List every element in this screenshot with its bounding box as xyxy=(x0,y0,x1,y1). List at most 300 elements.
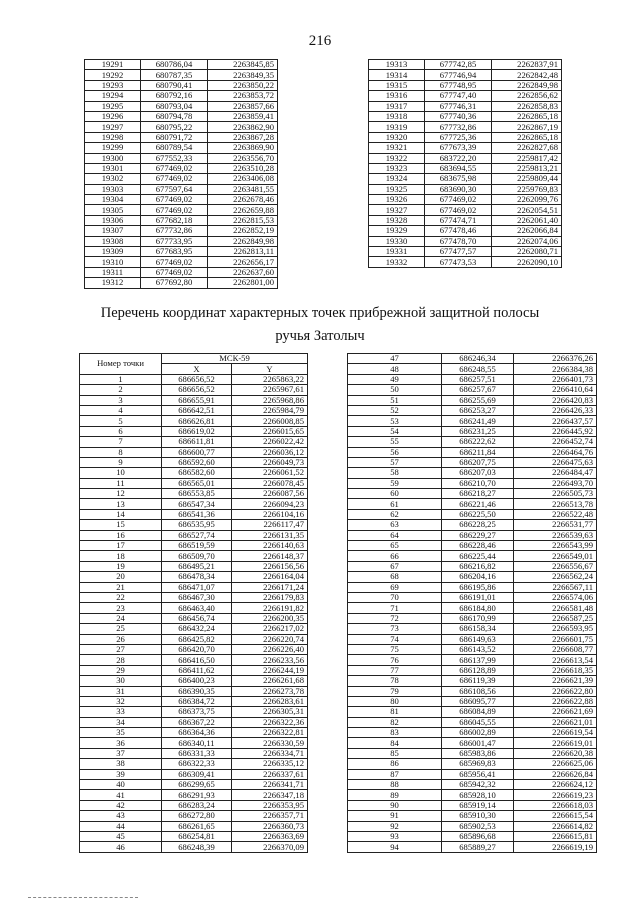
table-row xyxy=(369,80,562,90)
x-coordinate-cell: 686592,60 xyxy=(162,457,232,467)
y-coordinate-cell: 2266574,06 xyxy=(514,592,597,602)
y-coordinate-cell: 2266376,26 xyxy=(514,354,597,364)
point-number-cell: 37 xyxy=(80,748,162,758)
table-row xyxy=(348,831,597,841)
y-coordinate-cell: 2266401,73 xyxy=(514,374,597,384)
y-coordinate-cell: 2266334,71 xyxy=(232,748,308,758)
y-coordinate-cell: 2266078,45 xyxy=(232,478,308,488)
y-coordinate-cell: 2262865,18 xyxy=(492,111,562,121)
table-row xyxy=(80,385,308,395)
table-row xyxy=(348,572,597,582)
y-coordinate-cell: 2259813,21 xyxy=(492,163,562,173)
x-coordinate-cell: 686416,50 xyxy=(162,655,232,665)
point-number-cell: 41 xyxy=(80,790,162,800)
point-number-cell: 19318 xyxy=(369,111,425,121)
y-coordinate-cell: 2265967,61 xyxy=(232,385,308,395)
y-coordinate-cell: 2266426,33 xyxy=(514,405,597,415)
x-coordinate-cell: 686541,36 xyxy=(162,509,232,519)
y-coordinate-cell: 2262678,46 xyxy=(208,195,278,205)
x-coordinate-cell: 686246,34 xyxy=(442,354,514,364)
y-coordinate-cell: 2266493,70 xyxy=(514,478,597,488)
table-row xyxy=(348,665,597,675)
y-coordinate-cell: 2262061,40 xyxy=(492,215,562,225)
table-row xyxy=(85,247,278,257)
x-coordinate-cell: 686084,89 xyxy=(442,707,514,717)
table-row xyxy=(348,405,597,415)
point-number-cell: 19329 xyxy=(369,226,425,236)
x-coordinate-cell: 677478,70 xyxy=(425,236,492,246)
table-row xyxy=(348,696,597,706)
y-coordinate-cell: 2265968,86 xyxy=(232,395,308,405)
x-coordinate-cell: 686535,95 xyxy=(162,520,232,530)
point-number-cell: 19331 xyxy=(369,247,425,257)
x-coordinate-cell: 677748,95 xyxy=(425,80,492,90)
point-number-cell: 81 xyxy=(348,707,442,717)
x-coordinate-cell: 677682,18 xyxy=(141,215,208,225)
point-number-cell: 19327 xyxy=(369,205,425,215)
y-coordinate-cell: 2266625,06 xyxy=(514,759,597,769)
point-number-cell: 91 xyxy=(348,811,442,821)
table-row xyxy=(369,101,562,111)
table-row xyxy=(369,60,562,70)
table-row xyxy=(80,405,308,415)
point-number-cell: 60 xyxy=(348,489,442,499)
x-coordinate-cell: 677732,86 xyxy=(425,122,492,132)
x-coordinate-cell: 686257,67 xyxy=(442,385,514,395)
y-coordinate-cell: 2263849,35 xyxy=(208,70,278,80)
point-number-cell: 75 xyxy=(348,644,442,654)
x-coordinate-cell: 686225,44 xyxy=(442,551,514,561)
point-number-cell: 19320 xyxy=(369,132,425,142)
top-right-coordinates-table xyxy=(368,59,562,268)
point-number-cell: 52 xyxy=(348,405,442,415)
x-coordinate-cell: 686331,33 xyxy=(162,748,232,758)
table-row xyxy=(85,205,278,215)
x-coordinate-cell: 686228,46 xyxy=(442,541,514,551)
table-row xyxy=(80,717,308,727)
stream-coordinates-table-left xyxy=(79,353,308,853)
y-coordinate-cell: 2262066,84 xyxy=(492,226,562,236)
point-number-cell: 53 xyxy=(348,416,442,426)
y-coordinate-cell: 2262842,48 xyxy=(492,70,562,80)
y-coordinate-cell: 2266008,85 xyxy=(232,416,308,426)
page-number: 216 xyxy=(308,33,332,49)
table-row xyxy=(348,790,597,800)
x-coordinate-cell: 686527,74 xyxy=(162,530,232,540)
x-coordinate-cell: 680786,04 xyxy=(141,60,208,70)
table-row xyxy=(348,509,597,519)
point-number-cell: 2 xyxy=(80,385,162,395)
x-coordinate-cell: 686367,22 xyxy=(162,717,232,727)
y-coordinate-cell: 2266015,65 xyxy=(232,426,308,436)
x-coordinate-cell: 677473,53 xyxy=(425,257,492,267)
point-number-cell: 19324 xyxy=(369,174,425,184)
point-number-cell: 19294 xyxy=(85,91,141,101)
x-coordinate-cell: 677477,57 xyxy=(425,247,492,257)
table-row xyxy=(85,215,278,225)
y-coordinate-cell: 2266562,24 xyxy=(514,572,597,582)
table-row xyxy=(348,624,597,634)
table-row xyxy=(85,257,278,267)
table-row xyxy=(348,364,597,374)
x-coordinate-cell: 686216,82 xyxy=(442,561,514,571)
x-coordinate-cell: 686600,77 xyxy=(162,447,232,457)
x-coordinate-cell: 686553,85 xyxy=(162,489,232,499)
x-coordinate-cell: 686128,89 xyxy=(442,665,514,675)
table-row xyxy=(348,354,597,364)
footer-line xyxy=(28,897,138,898)
y-coordinate-cell: 2262074,06 xyxy=(492,236,562,246)
table-row xyxy=(348,780,597,790)
point-number-cell: 29 xyxy=(80,665,162,675)
table-row xyxy=(80,395,308,405)
table-row xyxy=(85,70,278,80)
y-coordinate-cell: 2265863,22 xyxy=(232,374,308,384)
x-coordinate-cell: 686420,70 xyxy=(162,644,232,654)
table-row xyxy=(348,603,597,613)
point-number-cell: 12 xyxy=(80,489,162,499)
x-coordinate-cell: 686432,24 xyxy=(162,624,232,634)
x-coordinate-cell: 686373,75 xyxy=(162,707,232,717)
x-coordinate-cell: 677469,02 xyxy=(141,267,208,277)
table-row xyxy=(80,374,308,384)
y-coordinate-cell: 2266615,54 xyxy=(514,811,597,821)
y-coordinate-cell: 2263857,66 xyxy=(208,101,278,111)
y-coordinate-cell: 2266522,48 xyxy=(514,509,597,519)
point-number-cell: 61 xyxy=(348,499,442,509)
table-row xyxy=(80,676,308,686)
y-coordinate-cell: 2266353,95 xyxy=(232,800,308,810)
y-coordinate-cell: 2266593,95 xyxy=(514,624,597,634)
x-coordinate-cell: 677733,95 xyxy=(141,236,208,246)
x-coordinate-cell: 686095,77 xyxy=(442,696,514,706)
point-number-cell: 25 xyxy=(80,624,162,634)
point-number-cell: 19310 xyxy=(85,257,141,267)
point-number-cell: 64 xyxy=(348,530,442,540)
table-row xyxy=(348,769,597,779)
table-row xyxy=(80,644,308,654)
y-coordinate-cell: 2266452,74 xyxy=(514,437,597,447)
table-row xyxy=(348,385,597,395)
x-coordinate-cell: 686108,56 xyxy=(442,686,514,696)
x-coordinate-cell: 686565,01 xyxy=(162,478,232,488)
point-number-cell: 35 xyxy=(80,728,162,738)
x-coordinate-cell: 686547,34 xyxy=(162,499,232,509)
point-number-cell: 22 xyxy=(80,592,162,602)
x-coordinate-cell: 686656,52 xyxy=(162,374,232,384)
table-row xyxy=(80,624,308,634)
y-coordinate-cell: 2266104,16 xyxy=(232,509,308,519)
table-row xyxy=(80,509,308,519)
point-number-cell: 23 xyxy=(80,603,162,613)
y-coordinate-cell: 2266615,81 xyxy=(514,831,597,841)
x-coordinate-cell: 677469,02 xyxy=(141,174,208,184)
y-coordinate-cell: 2266191,82 xyxy=(232,603,308,613)
x-coordinate-cell: 686211,84 xyxy=(442,447,514,457)
table-row xyxy=(369,174,562,184)
table-row xyxy=(80,707,308,717)
point-number-cell: 84 xyxy=(348,738,442,748)
table-row xyxy=(369,111,562,121)
x-coordinate-cell: 686495,21 xyxy=(162,561,232,571)
x-coordinate-cell: 677740,36 xyxy=(425,111,492,121)
point-number-cell: 19293 xyxy=(85,80,141,90)
table-row xyxy=(85,132,278,142)
table-row xyxy=(348,395,597,405)
y-coordinate-cell: 2262801,00 xyxy=(208,278,278,288)
y-coordinate-cell: 2262852,19 xyxy=(208,226,278,236)
point-number-cell: 19319 xyxy=(369,122,425,132)
point-number-cell: 19292 xyxy=(85,70,141,80)
point-number-cell: 93 xyxy=(348,831,442,841)
point-number-cell: 19309 xyxy=(85,247,141,257)
table-row xyxy=(348,655,597,665)
y-coordinate-cell: 2266581,48 xyxy=(514,603,597,613)
header-x: X xyxy=(162,364,232,374)
point-number-cell: 59 xyxy=(348,478,442,488)
table-row xyxy=(348,457,597,467)
point-number-cell: 9 xyxy=(80,457,162,467)
x-coordinate-cell: 686207,75 xyxy=(442,457,514,467)
x-coordinate-cell: 686272,80 xyxy=(162,811,232,821)
x-coordinate-cell: 685919,14 xyxy=(442,800,514,810)
x-coordinate-cell: 686248,39 xyxy=(162,842,232,852)
y-coordinate-cell: 2266337,61 xyxy=(232,769,308,779)
x-coordinate-cell: 686045,55 xyxy=(442,717,514,727)
point-number-cell: 19305 xyxy=(85,205,141,215)
point-number-cell: 19313 xyxy=(369,60,425,70)
x-coordinate-cell: 686248,55 xyxy=(442,364,514,374)
x-coordinate-cell: 686411,62 xyxy=(162,665,232,675)
table-row xyxy=(348,613,597,623)
point-number-cell: 19325 xyxy=(369,184,425,194)
table-row xyxy=(348,447,597,457)
y-coordinate-cell: 2266556,67 xyxy=(514,561,597,571)
y-coordinate-cell: 2266437,57 xyxy=(514,416,597,426)
x-coordinate-cell: 685928,10 xyxy=(442,790,514,800)
x-coordinate-cell: 686283,24 xyxy=(162,800,232,810)
y-coordinate-cell: 2263853,72 xyxy=(208,91,278,101)
table-row xyxy=(85,143,278,153)
x-coordinate-cell: 677474,71 xyxy=(425,215,492,225)
point-number-cell: 83 xyxy=(348,728,442,738)
y-coordinate-cell: 2266049,73 xyxy=(232,457,308,467)
table-row xyxy=(80,665,308,675)
y-coordinate-cell: 2263845,85 xyxy=(208,60,278,70)
x-coordinate-cell: 686225,50 xyxy=(442,509,514,519)
table-row xyxy=(348,738,597,748)
table-row xyxy=(369,205,562,215)
table-row xyxy=(85,60,278,70)
table-row xyxy=(80,821,308,831)
table-row xyxy=(80,603,308,613)
y-coordinate-cell: 2262659,88 xyxy=(208,205,278,215)
point-number-cell: 51 xyxy=(348,395,442,405)
x-coordinate-cell: 677732,86 xyxy=(141,226,208,236)
x-coordinate-cell: 686656,52 xyxy=(162,385,232,395)
x-coordinate-cell: 686191,01 xyxy=(442,592,514,602)
table-row xyxy=(80,520,308,530)
point-number-cell: 17 xyxy=(80,541,162,551)
y-coordinate-cell: 2262080,71 xyxy=(492,247,562,257)
table-row xyxy=(80,811,308,821)
x-coordinate-cell: 686231,25 xyxy=(442,426,514,436)
y-coordinate-cell: 2266347,18 xyxy=(232,790,308,800)
x-coordinate-cell: 686241,49 xyxy=(442,416,514,426)
x-coordinate-cell: 686158,34 xyxy=(442,624,514,634)
table-row xyxy=(348,489,597,499)
x-coordinate-cell: 677469,02 xyxy=(141,195,208,205)
table-row xyxy=(348,842,597,852)
point-number-cell: 70 xyxy=(348,592,442,602)
point-number-cell: 79 xyxy=(348,686,442,696)
table-row xyxy=(85,278,278,288)
x-coordinate-cell: 680792,16 xyxy=(141,91,208,101)
point-number-cell: 19296 xyxy=(85,111,141,121)
table-row xyxy=(369,226,562,236)
x-coordinate-cell: 686257,51 xyxy=(442,374,514,384)
x-coordinate-cell: 686519,59 xyxy=(162,541,232,551)
y-coordinate-cell: 2266622,80 xyxy=(514,686,597,696)
x-coordinate-cell: 686471,07 xyxy=(162,582,232,592)
point-number-cell: 76 xyxy=(348,655,442,665)
point-number-cell: 19295 xyxy=(85,101,141,111)
y-coordinate-cell: 2266531,77 xyxy=(514,520,597,530)
table-row xyxy=(348,811,597,821)
y-coordinate-cell: 2266622,88 xyxy=(514,696,597,706)
point-number-cell: 57 xyxy=(348,457,442,467)
table-row xyxy=(80,489,308,499)
y-coordinate-cell: 2262849,98 xyxy=(492,80,562,90)
point-number-cell: 85 xyxy=(348,748,442,758)
table-row xyxy=(80,800,308,810)
y-coordinate-cell: 2266620,38 xyxy=(514,748,597,758)
point-number-cell: 71 xyxy=(348,603,442,613)
x-coordinate-cell: 677746,94 xyxy=(425,70,492,80)
y-coordinate-cell: 2263481,55 xyxy=(208,184,278,194)
table-row xyxy=(80,426,308,436)
point-number-cell: 10 xyxy=(80,468,162,478)
y-coordinate-cell: 2266613,54 xyxy=(514,655,597,665)
y-coordinate-cell: 2266330,59 xyxy=(232,738,308,748)
table-row xyxy=(80,686,308,696)
point-number-cell: 4 xyxy=(80,405,162,415)
point-number-cell: 54 xyxy=(348,426,442,436)
x-coordinate-cell: 686143,52 xyxy=(442,644,514,654)
y-coordinate-cell: 2266283,61 xyxy=(232,696,308,706)
point-number-cell: 33 xyxy=(80,707,162,717)
point-number-cell: 38 xyxy=(80,759,162,769)
x-coordinate-cell: 686149,63 xyxy=(442,634,514,644)
point-number-cell: 48 xyxy=(348,364,442,374)
point-number-cell: 19328 xyxy=(369,215,425,225)
x-coordinate-cell: 686002,89 xyxy=(442,728,514,738)
y-coordinate-cell: 2266567,11 xyxy=(514,582,597,592)
x-coordinate-cell: 680793,04 xyxy=(141,101,208,111)
point-number-cell: 28 xyxy=(80,655,162,665)
table-row xyxy=(80,728,308,738)
y-coordinate-cell: 2266131,35 xyxy=(232,530,308,540)
y-coordinate-cell: 2262637,60 xyxy=(208,267,278,277)
point-number-cell: 19 xyxy=(80,561,162,571)
point-number-cell: 73 xyxy=(348,624,442,634)
table-row xyxy=(369,247,562,257)
table-row xyxy=(348,437,597,447)
section-title: Перечень координат характерных точек прибрежной защитной полосы ручья Затолыч xyxy=(100,305,540,344)
point-number-cell: 69 xyxy=(348,582,442,592)
x-coordinate-cell: 677469,02 xyxy=(141,205,208,215)
y-coordinate-cell: 2266200,35 xyxy=(232,613,308,623)
point-number-cell: 89 xyxy=(348,790,442,800)
point-number-cell: 19302 xyxy=(85,174,141,184)
y-coordinate-cell: 2266341,71 xyxy=(232,780,308,790)
y-coordinate-cell: 2262815,53 xyxy=(208,215,278,225)
point-number-cell: 19323 xyxy=(369,163,425,173)
x-coordinate-cell: 686456,74 xyxy=(162,613,232,623)
header-point-number: Номер точки xyxy=(80,354,162,375)
table-row xyxy=(80,748,308,758)
y-coordinate-cell: 2265984,79 xyxy=(232,405,308,415)
point-number-cell: 55 xyxy=(348,437,442,447)
y-coordinate-cell: 2266261,68 xyxy=(232,676,308,686)
stream-coordinates-table-right xyxy=(347,353,597,853)
table-row xyxy=(348,821,597,831)
y-coordinate-cell: 2266164,04 xyxy=(232,572,308,582)
x-coordinate-cell: 685889,27 xyxy=(442,842,514,852)
x-coordinate-cell: 686137,99 xyxy=(442,655,514,665)
table-row xyxy=(348,551,597,561)
x-coordinate-cell: 686228,25 xyxy=(442,520,514,530)
table-row xyxy=(348,676,597,686)
y-coordinate-cell: 2262099,76 xyxy=(492,195,562,205)
table-row xyxy=(369,184,562,194)
y-coordinate-cell: 2266357,71 xyxy=(232,811,308,821)
table-row xyxy=(80,530,308,540)
x-coordinate-cell: 685902,53 xyxy=(442,821,514,831)
table-row xyxy=(85,153,278,163)
point-number-cell: 19306 xyxy=(85,215,141,225)
point-number-cell: 19326 xyxy=(369,195,425,205)
table-row xyxy=(80,551,308,561)
table-row xyxy=(85,101,278,111)
x-coordinate-cell: 686210,70 xyxy=(442,478,514,488)
y-coordinate-cell: 2266475,63 xyxy=(514,457,597,467)
y-coordinate-cell: 2266061,52 xyxy=(232,468,308,478)
y-coordinate-cell: 2266619,54 xyxy=(514,728,597,738)
y-coordinate-cell: 2266233,56 xyxy=(232,655,308,665)
table-row xyxy=(348,717,597,727)
point-number-cell: 49 xyxy=(348,374,442,384)
x-coordinate-cell: 686218,27 xyxy=(442,489,514,499)
x-coordinate-cell: 686384,72 xyxy=(162,696,232,706)
y-coordinate-cell: 2266621,39 xyxy=(514,676,597,686)
point-number-cell: 19298 xyxy=(85,132,141,142)
y-coordinate-cell: 2266614,82 xyxy=(514,821,597,831)
x-coordinate-cell: 683694,55 xyxy=(425,163,492,173)
table-row xyxy=(348,748,597,758)
point-number-cell: 30 xyxy=(80,676,162,686)
x-coordinate-cell: 686364,36 xyxy=(162,728,232,738)
table-row xyxy=(369,70,562,80)
table-row xyxy=(80,468,308,478)
table-row xyxy=(85,122,278,132)
point-number-cell: 42 xyxy=(80,800,162,810)
point-number-cell: 1 xyxy=(80,374,162,384)
y-coordinate-cell: 2266220,74 xyxy=(232,634,308,644)
point-number-cell: 19311 xyxy=(85,267,141,277)
x-coordinate-cell: 686582,60 xyxy=(162,468,232,478)
table-row xyxy=(85,80,278,90)
